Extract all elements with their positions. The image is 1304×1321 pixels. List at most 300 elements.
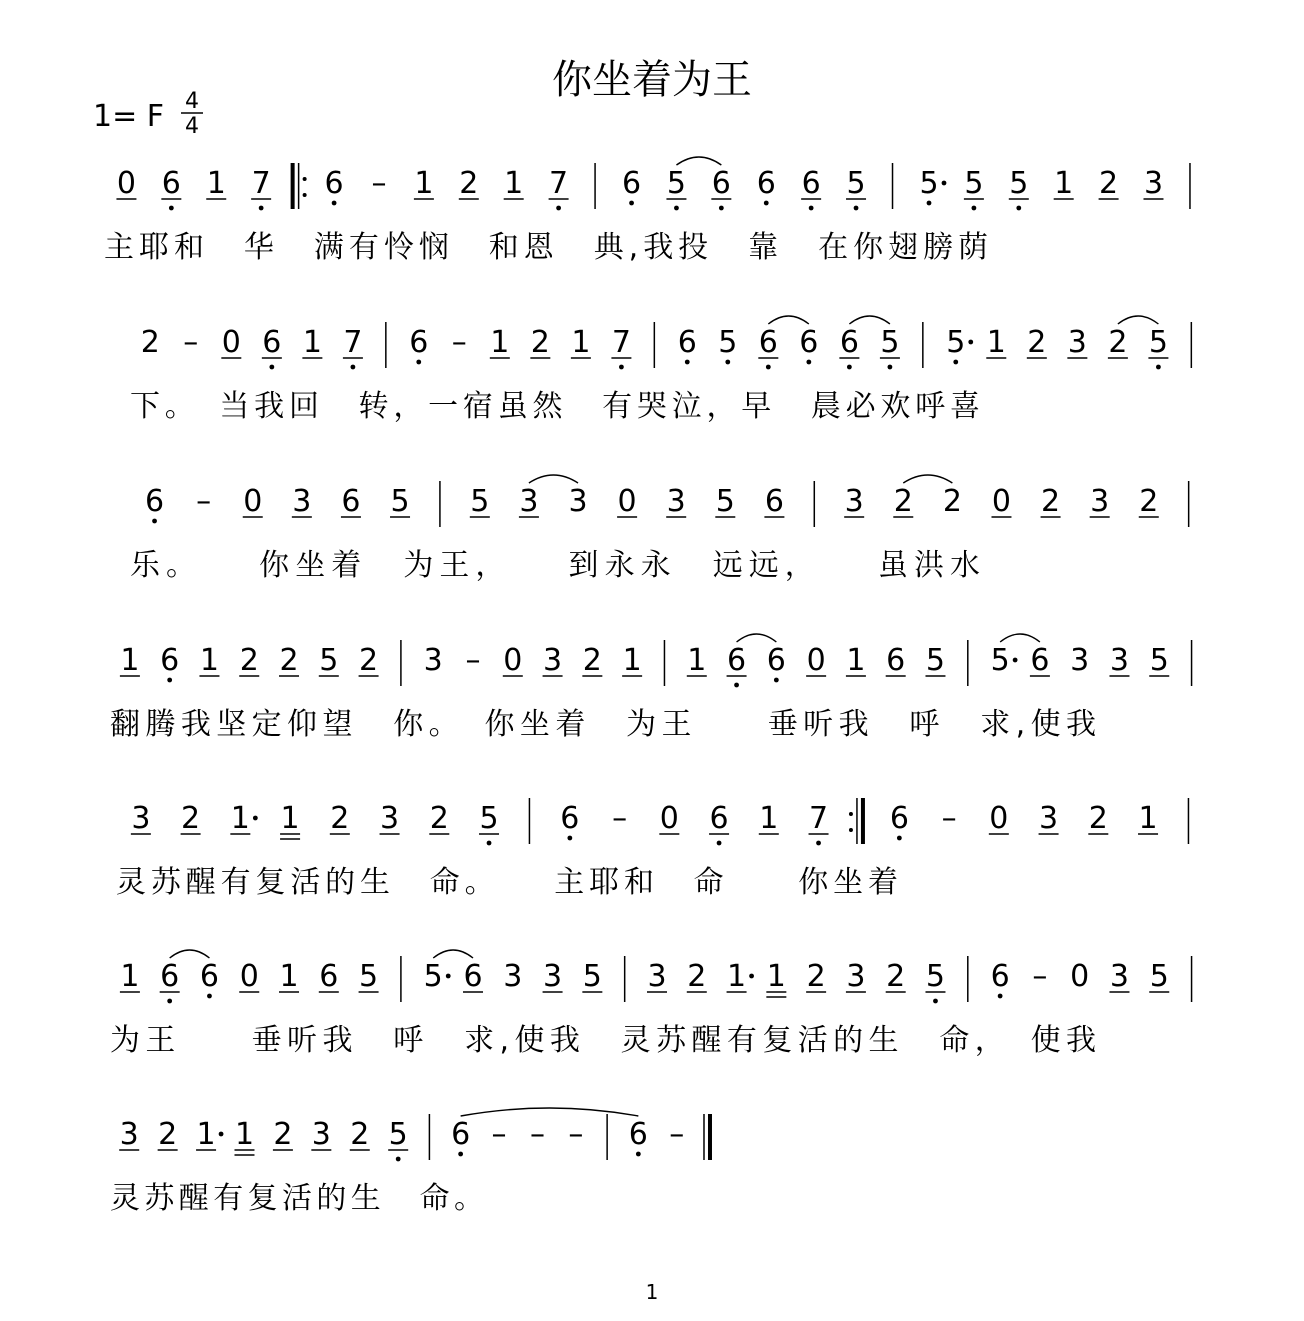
note [1009,166,1029,210]
note-digit: – [669,1117,685,1152]
key-label: 1= F [93,99,165,134]
note-digit: 7 [611,325,631,360]
note-digit: 1 [727,959,747,994]
note [206,166,226,201]
note-digit: 2 [429,801,449,836]
note [1039,801,1059,836]
system-6 [110,950,1192,1058]
note-digit: 5 [359,959,379,994]
note [991,959,1010,998]
note-digit: 6 [628,1117,648,1152]
time-signature-top: 4 [185,89,199,114]
note [239,959,259,994]
note [1067,325,1087,360]
note [801,166,821,210]
note-digit: 2 [893,484,913,519]
note-digit: 2 [359,643,379,678]
note-digit: 0 [617,484,637,519]
note [311,1117,331,1152]
note-digit: 6 [409,325,429,360]
note [273,1117,293,1152]
note [1088,801,1108,836]
note [390,484,410,519]
note-digit: 2 [273,1117,293,1152]
note [230,801,257,836]
note-digit: 3 [1039,801,1059,836]
note-digit: 5 [1148,325,1168,360]
note-digit: 3 [1067,325,1087,360]
note-digit: 2 [158,1117,178,1152]
note [1032,959,1047,994]
note [839,325,859,369]
note [727,643,747,687]
note-digit: 6 [622,166,642,201]
note-digit: 3 [119,1117,139,1152]
note-digit: 6 [801,166,821,201]
note [989,801,1009,836]
note-digit: – [465,643,481,678]
note [1108,325,1128,360]
note-digit: 6 [799,325,819,360]
note [543,643,563,678]
time-signature [181,89,203,139]
note-digit: 3 [543,643,563,678]
note [330,801,350,836]
note [1054,166,1074,201]
note [543,959,563,994]
note-digit: – [451,325,467,360]
note [503,959,522,994]
note [886,643,906,678]
note-digit: 5 [718,325,738,360]
note [806,959,826,994]
note [893,484,913,519]
note-digit: 1 [230,801,250,836]
note [1139,484,1159,519]
note [343,325,363,369]
note [459,166,479,201]
note [687,643,707,678]
lyrics-line: 灵苏醒有复活的生 命。 [110,1181,484,1216]
note [319,643,339,678]
note-digit: 1 [687,643,707,678]
note-digit: 3 [844,484,864,519]
note-digit: 3 [846,959,866,994]
note [359,643,379,678]
note-digit: – [612,801,628,836]
note-digit: 6 [1030,643,1050,678]
note [678,325,697,364]
note [243,484,263,519]
note [1109,959,1129,994]
note [234,1117,254,1155]
note-digit: 1 [234,1117,255,1152]
note [890,801,909,840]
barline-repeat-end [849,798,863,844]
note-digit: 6 [727,643,747,678]
note-digit: 3 [1109,643,1130,678]
note [380,801,400,836]
note-digit: 6 [319,959,339,994]
note [991,484,1011,519]
note-digit: 1 [120,643,140,678]
note [1149,643,1169,678]
note-digit: 5 [990,643,1010,678]
system-3 [130,475,1189,583]
note [1148,325,1168,369]
note-digit: 1 [986,325,1006,360]
note-digit: – [491,1117,507,1152]
note-digit: 5 [880,325,900,360]
note-digit: 5 [319,643,339,678]
system-5 [116,798,1188,900]
note [1027,325,1047,360]
note-digit: 2 [1027,325,1047,360]
note [766,959,786,997]
note [666,166,686,210]
note-digit: 5 [1149,959,1169,994]
note [647,959,667,994]
note-digit: 2 [886,959,906,994]
note [568,1117,583,1152]
note-digit: 6 [560,801,580,836]
note-digit: 1 [279,959,299,994]
note-digit: 7 [251,166,271,201]
note-digit: 3 [1070,643,1090,678]
note-digit: 6 [758,325,778,360]
note [262,325,282,369]
note-digit: 2 [239,643,259,678]
note-digit: 5 [715,484,735,519]
note-digit: 7 [549,166,569,201]
note-digit: – [941,801,957,836]
note [319,959,339,994]
note-digit: 5 [666,166,686,201]
note [196,1117,223,1152]
note-digit: 5 [470,484,490,519]
lyrics-line: 主耶和 华 满有怜悯 和恩 典,我投 靠 在你翅膀荫 [104,230,988,265]
note [160,959,180,1003]
note-digit: 1 [490,325,510,360]
note-digit: 3 [1090,484,1110,519]
note [629,1117,648,1156]
note-digit: 6 [839,325,859,360]
note-digit: 6 [886,643,906,678]
note [251,166,271,210]
note [727,959,754,994]
note [582,643,602,678]
note-digit: 5 [919,166,939,201]
note [622,166,641,205]
note-digit: 0 [116,166,136,201]
note [1149,959,1169,994]
note-digit: 3 [423,643,443,678]
note-digit: 2 [1088,801,1108,836]
note-digit: 3 [519,484,539,519]
note-digit: 2 [459,166,479,201]
note-digit: 5 [1149,643,1169,678]
note-digit: 6 [451,1117,471,1152]
slur [529,475,578,483]
note [764,484,784,519]
note-digit: 5 [925,959,946,994]
note [280,801,300,839]
note-digit: – [196,484,212,519]
note [279,643,299,678]
time-signature-bottom: 4 [185,114,199,139]
note-digit: 5 [479,801,499,836]
note [844,484,864,519]
note-digit: 1 [846,643,866,678]
note [925,959,945,1003]
note-digit: 6 [889,801,909,836]
slur [768,316,809,324]
note [617,484,637,519]
note-digit: 3 [666,484,686,519]
note [718,325,737,364]
note-digit: 5 [846,166,866,201]
note-digit: 2 [1041,484,1061,519]
note [880,325,900,369]
note [560,801,579,840]
note-digit: 1 [1138,801,1158,836]
note [292,484,312,519]
note [571,325,591,360]
note-digit: 3 [1143,166,1164,201]
note-digit: 6 [711,166,731,201]
slur [676,157,721,165]
note [687,959,707,994]
slur [433,950,473,958]
note-digit: 1 [622,643,642,678]
note-digit: 0 [659,801,679,836]
note-digit: 2 [181,801,201,836]
system-2 [130,316,1191,424]
note-digit: – [1032,959,1048,994]
note-digit: 5 [925,643,946,678]
note [424,643,443,678]
note [119,1117,139,1152]
note [622,643,642,678]
note [530,325,550,360]
note-digit: – [529,1117,545,1152]
note-digit: 5 [1009,166,1029,201]
note [767,643,786,682]
note-digit: 0 [806,643,826,678]
note-digit: 1 [206,166,226,201]
lyrics-line: 为王 垂听我 呼 求,使我 灵苏醒有复活的生 命， 使我 [110,1023,1096,1058]
note-digit: 2 [806,959,826,994]
note [145,484,164,523]
note-digit: – [371,166,387,201]
note-digit: 6 [756,166,776,201]
note-digit: 6 [199,959,220,994]
note-digit: 6 [709,801,729,836]
note [519,484,539,519]
note-digit: 6 [990,959,1010,994]
note [530,1117,545,1152]
slur [1118,316,1159,324]
note-digit: 0 [989,801,1009,836]
note [196,484,211,519]
note [886,959,906,994]
note [1109,643,1129,678]
note [350,1117,370,1152]
page-number: 1 [645,1280,659,1304]
note-digit: 7 [343,325,363,360]
note-digit: 3 [647,959,667,994]
note-digit: 0 [239,959,259,994]
note [1143,166,1163,201]
note [116,166,136,201]
note-digit: 2 [1139,484,1159,519]
note-digit: 2 [350,1117,370,1152]
slur [737,634,777,642]
note-digit: 2 [582,643,602,678]
note-digit: 6 [160,643,180,678]
note [806,643,826,678]
note-digit: 1 [759,801,779,836]
note [424,959,451,994]
note [141,325,160,360]
note [991,643,1018,678]
note [1070,959,1089,994]
note [1041,484,1061,519]
note [479,801,499,845]
lyrics-line: 翻腾我坚定仰望 你。 你坐着 为王 垂听我 呼 求,使我 [110,707,1096,742]
slur [1000,634,1040,642]
note [429,801,449,836]
note [492,1117,507,1152]
note [120,959,140,994]
note [549,166,569,210]
note [463,959,483,994]
system-4 [110,634,1192,742]
slur [461,1108,639,1116]
note-digit: 0 [991,484,1012,519]
note [715,484,735,519]
note-digit: 1 [504,166,524,201]
note [669,1117,684,1152]
note [470,484,490,519]
note [239,643,259,678]
note-digit: 6 [677,325,697,360]
note-digit: 3 [568,484,588,519]
slur [903,475,952,483]
note-digit: 6 [160,959,180,994]
note-digit: 6 [262,325,282,360]
note-digit: 0 [221,325,241,360]
note [160,643,179,682]
note [582,959,602,994]
note [757,166,776,205]
note [183,325,198,360]
note [1099,166,1119,201]
note-digit: 2 [687,959,707,994]
systems-layer [104,157,1192,1216]
note [451,1117,470,1156]
note [388,1117,408,1161]
note-digit: 1 [1054,166,1074,201]
note-digit: 3 [292,484,312,519]
note-digit: 6 [463,959,483,994]
note-digit: 5 [390,484,410,519]
note-digit: 3 [1109,959,1130,994]
note [943,484,962,519]
note-digit: 6 [161,166,181,201]
note [942,801,957,836]
note-digit: 1 [766,959,786,994]
note [414,166,434,201]
note-digit: 1 [120,959,140,994]
note [964,166,984,210]
note-digit: – [183,325,199,360]
note [709,801,729,845]
note-digit: 5 [964,166,984,201]
note [919,166,946,205]
note [161,166,181,210]
note-digit: 6 [145,484,165,519]
note-digit: 2 [279,643,299,678]
note [341,484,361,519]
slur [849,316,890,324]
note-digit: 2 [1099,166,1119,201]
note [659,801,679,836]
note [925,643,945,678]
note [409,325,428,364]
note [466,643,481,678]
note [158,1117,178,1152]
note [372,166,387,201]
note-digit: 7 [808,801,829,836]
note [846,959,866,994]
lyrics-line: 灵苏醒有复活的生 命。 主耶和 命 你坐着 [116,865,898,900]
note [359,959,379,994]
note-digit: 5 [423,959,443,994]
note-digit: 3 [131,801,151,836]
note-digit: 6 [764,484,784,519]
lyrics-line: 下。 当我回 转，一宿虽然 有哭泣，早 晨必欢呼喜 [130,389,980,424]
note-digit: 5 [946,325,966,360]
note-digit: 2 [530,325,550,360]
note [809,801,829,845]
note [181,801,201,836]
note [279,959,299,994]
note [711,166,731,210]
note [846,643,866,678]
note-digit: 0 [243,484,263,519]
note-digit: 3 [380,801,400,836]
note [131,801,151,836]
note-digit: 6 [324,166,344,201]
note [612,801,627,836]
note [1138,801,1158,836]
song-title: 你坐着为王 [552,57,752,103]
note [986,325,1006,360]
system-7 [110,1108,710,1216]
note-digit: 2 [1108,325,1128,360]
note [946,325,973,364]
slur [170,950,210,958]
note-digit: 2 [330,801,350,836]
barline-repeat-start [293,163,307,209]
note [302,325,322,360]
note [666,484,686,519]
note [1030,643,1050,678]
note-digit: 1 [280,801,300,836]
system-1 [104,157,1190,265]
note-digit: 2 [140,325,160,360]
